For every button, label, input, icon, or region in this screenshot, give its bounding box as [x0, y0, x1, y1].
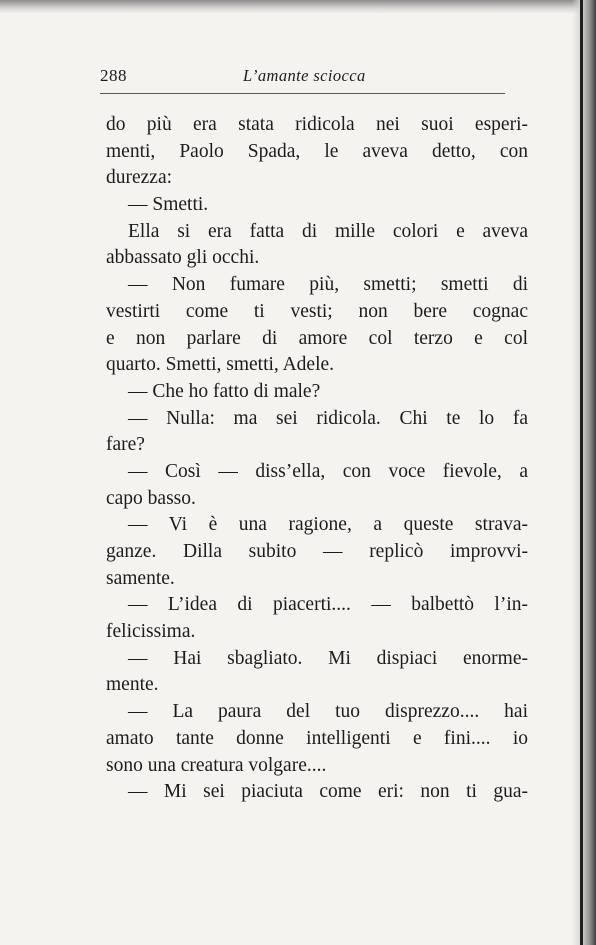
- text-line: — L’idea di piacerti.... — balbettò l’in-: [128, 594, 528, 616]
- page-top-edge: [0, 0, 596, 14]
- text-line: e non parlare di amore col terzo e col: [106, 327, 528, 349]
- page-header: [100, 66, 505, 92]
- text-line: mente.: [106, 674, 159, 696]
- text-line: do più era stata ridicola nei suoi esperi-: [106, 114, 528, 135]
- text-line: — Vi è una ragione, a queste strava-: [128, 514, 528, 536]
- body-text: [106, 112, 528, 806]
- text-line: — Nulla: ma sei ridicola. Chi te lo fa: [128, 407, 528, 429]
- text-line: vestirti come ti vesti; non bere cognac: [106, 300, 528, 322]
- book-spine-shadow: [572, 0, 596, 945]
- running-title: L’amante sciocca: [243, 66, 366, 85]
- text-line: — Smetti.: [128, 194, 209, 216]
- text-line: quarto. Smetti, smetti, Adele.: [106, 354, 335, 376]
- text-line: felicissima.: [106, 621, 196, 643]
- text-line: — Non fumare più, smetti; smetti di: [128, 274, 528, 296]
- page-number: 288: [100, 66, 127, 85]
- text-line: fare?: [106, 434, 145, 456]
- text-line: Ella si era fatta di mille colori e aveva: [128, 220, 528, 242]
- text-line: amato tante donne intelligenti e fini.... io: [106, 727, 528, 749]
- book-spine-edge: [580, 0, 583, 945]
- text-line: capo basso.: [106, 487, 196, 509]
- header-rule: [100, 93, 505, 94]
- text-line: ganze. Dilla subito — replicò improvvi-: [106, 541, 528, 562]
- text-line: durezza:: [106, 167, 173, 189]
- text-line: menti, Paolo Spada, le aveva detto, con: [106, 140, 528, 162]
- text-line: — Mi sei piaciuta come eri: non ti gua-: [128, 781, 528, 803]
- text-line: — Così — diss’ella, con voce fievole, a: [128, 460, 528, 482]
- text-line: — La paura del tuo disprezzo.... hai: [128, 701, 528, 723]
- text-line: — Hai sbagliato. Mi dispiaci enorme-: [128, 647, 528, 669]
- text-line: — Che ho fatto di male?: [128, 380, 321, 402]
- text-line: abbassato gli occhi.: [106, 247, 260, 269]
- text-line: sono una creatura volgare....: [106, 754, 327, 776]
- text-line: samente.: [106, 567, 175, 589]
